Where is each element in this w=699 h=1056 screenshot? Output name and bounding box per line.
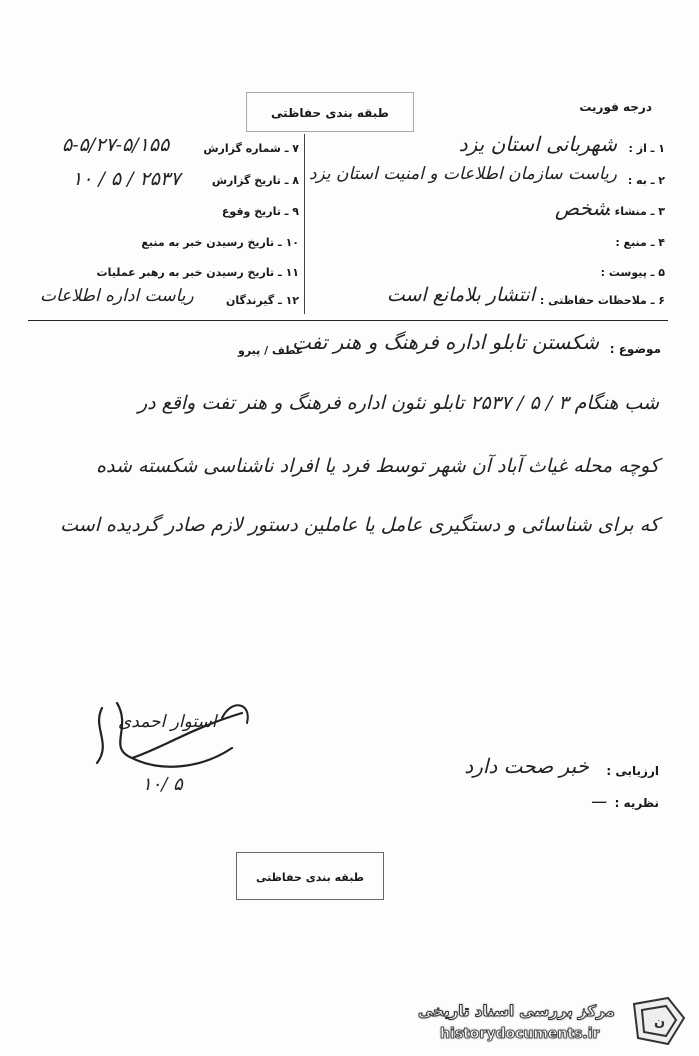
header-separator	[28, 320, 668, 321]
signature-name: استوار احمدی	[118, 712, 217, 732]
to-label: ۲ ـ به :	[627, 174, 665, 187]
watermark-logo-text: ن	[654, 1015, 666, 1030]
signature-date: ۱۰/ ۵	[142, 774, 183, 795]
security-notes-value: انتشار بلامانع است	[386, 284, 535, 306]
priority-label: درجه فوریت	[579, 100, 652, 114]
body-line-1: شب هنگام ۳ / ۵ / ۲۵۳۷ تابلو نئون اداره فرهنگ و هنر تفت واقع در	[137, 392, 659, 414]
origin-value: شخص	[554, 196, 609, 220]
opinion-value: ـــ	[592, 788, 607, 807]
source-received-date-label: ۱۰ ـ تاریخ رسیدن خبر به منبع	[141, 236, 299, 249]
classification-bottom: طبقه بندی حفاظتی	[255, 871, 365, 884]
classification-box-bottom	[236, 852, 384, 900]
event-date-label: ۹ ـ تاریخ وقوع	[221, 205, 299, 218]
reference-label: عطف / پیرو	[238, 344, 304, 357]
report-date-label: ۸ ـ تاریخ گزارش	[211, 174, 299, 187]
report-date-value: ۱۰ / ۵ / ۲۵۳۷	[72, 168, 181, 190]
watermark-url: historydocuments.ir	[440, 1026, 600, 1042]
recipients-label: ۱۲ ـ گیرندگان	[226, 294, 299, 307]
opinion-label: نظریه :	[614, 796, 659, 810]
subject-value: شکستن تابلو اداره فرهنگ و هنر تفت	[291, 330, 599, 354]
subject-label: موضوع :	[609, 342, 661, 356]
body-line-3: که برای شناسائی و دستگیری عامل یا عاملین دستور لازم صادر گردیده است	[60, 514, 659, 536]
source-label: ۴ ـ منبع :	[615, 236, 665, 249]
attachment-label: ۵ ـ پیوست :	[600, 266, 665, 279]
origin-label: ۳ ـ منشاء :	[606, 205, 665, 218]
report-number-value: ۵-۵/۲۷-۵/۱۵۵	[62, 134, 170, 156]
recipients-value: ریاست اداره اطلاعات	[40, 286, 194, 306]
from-label: ۱ ـ از :	[628, 142, 665, 155]
from-value: شهربانی استان یزد	[458, 132, 617, 156]
body-line-2: کوچه محله غیاث آباد آن شهر توسط فرد یا افراد ناشناسی شکسته شده	[96, 455, 659, 477]
watermark-title: مرکز بررسی اسناد تاریخی	[418, 1002, 615, 1020]
column-divider	[304, 134, 305, 314]
security-notes-label: ۶ ـ ملاحظات حفاظتی :	[539, 294, 665, 307]
to-value: ریاست سازمان اطلاعات و امنیت استان یزد	[308, 164, 617, 184]
classification-top: طبقه بندی حفاظتی	[271, 106, 389, 120]
report-number-label: ۷ ـ شماره گزارش	[203, 142, 299, 155]
evaluation-value: خبر صحت دارد	[464, 754, 589, 778]
leader-received-date-label: ۱۱ ـ تاریخ رسیدن خبر به رهبر عملیات	[96, 266, 299, 279]
evaluation-label: ارزیابی :	[606, 764, 659, 778]
watermark-logo-icon	[628, 994, 688, 1048]
classification-box-top	[246, 92, 414, 132]
